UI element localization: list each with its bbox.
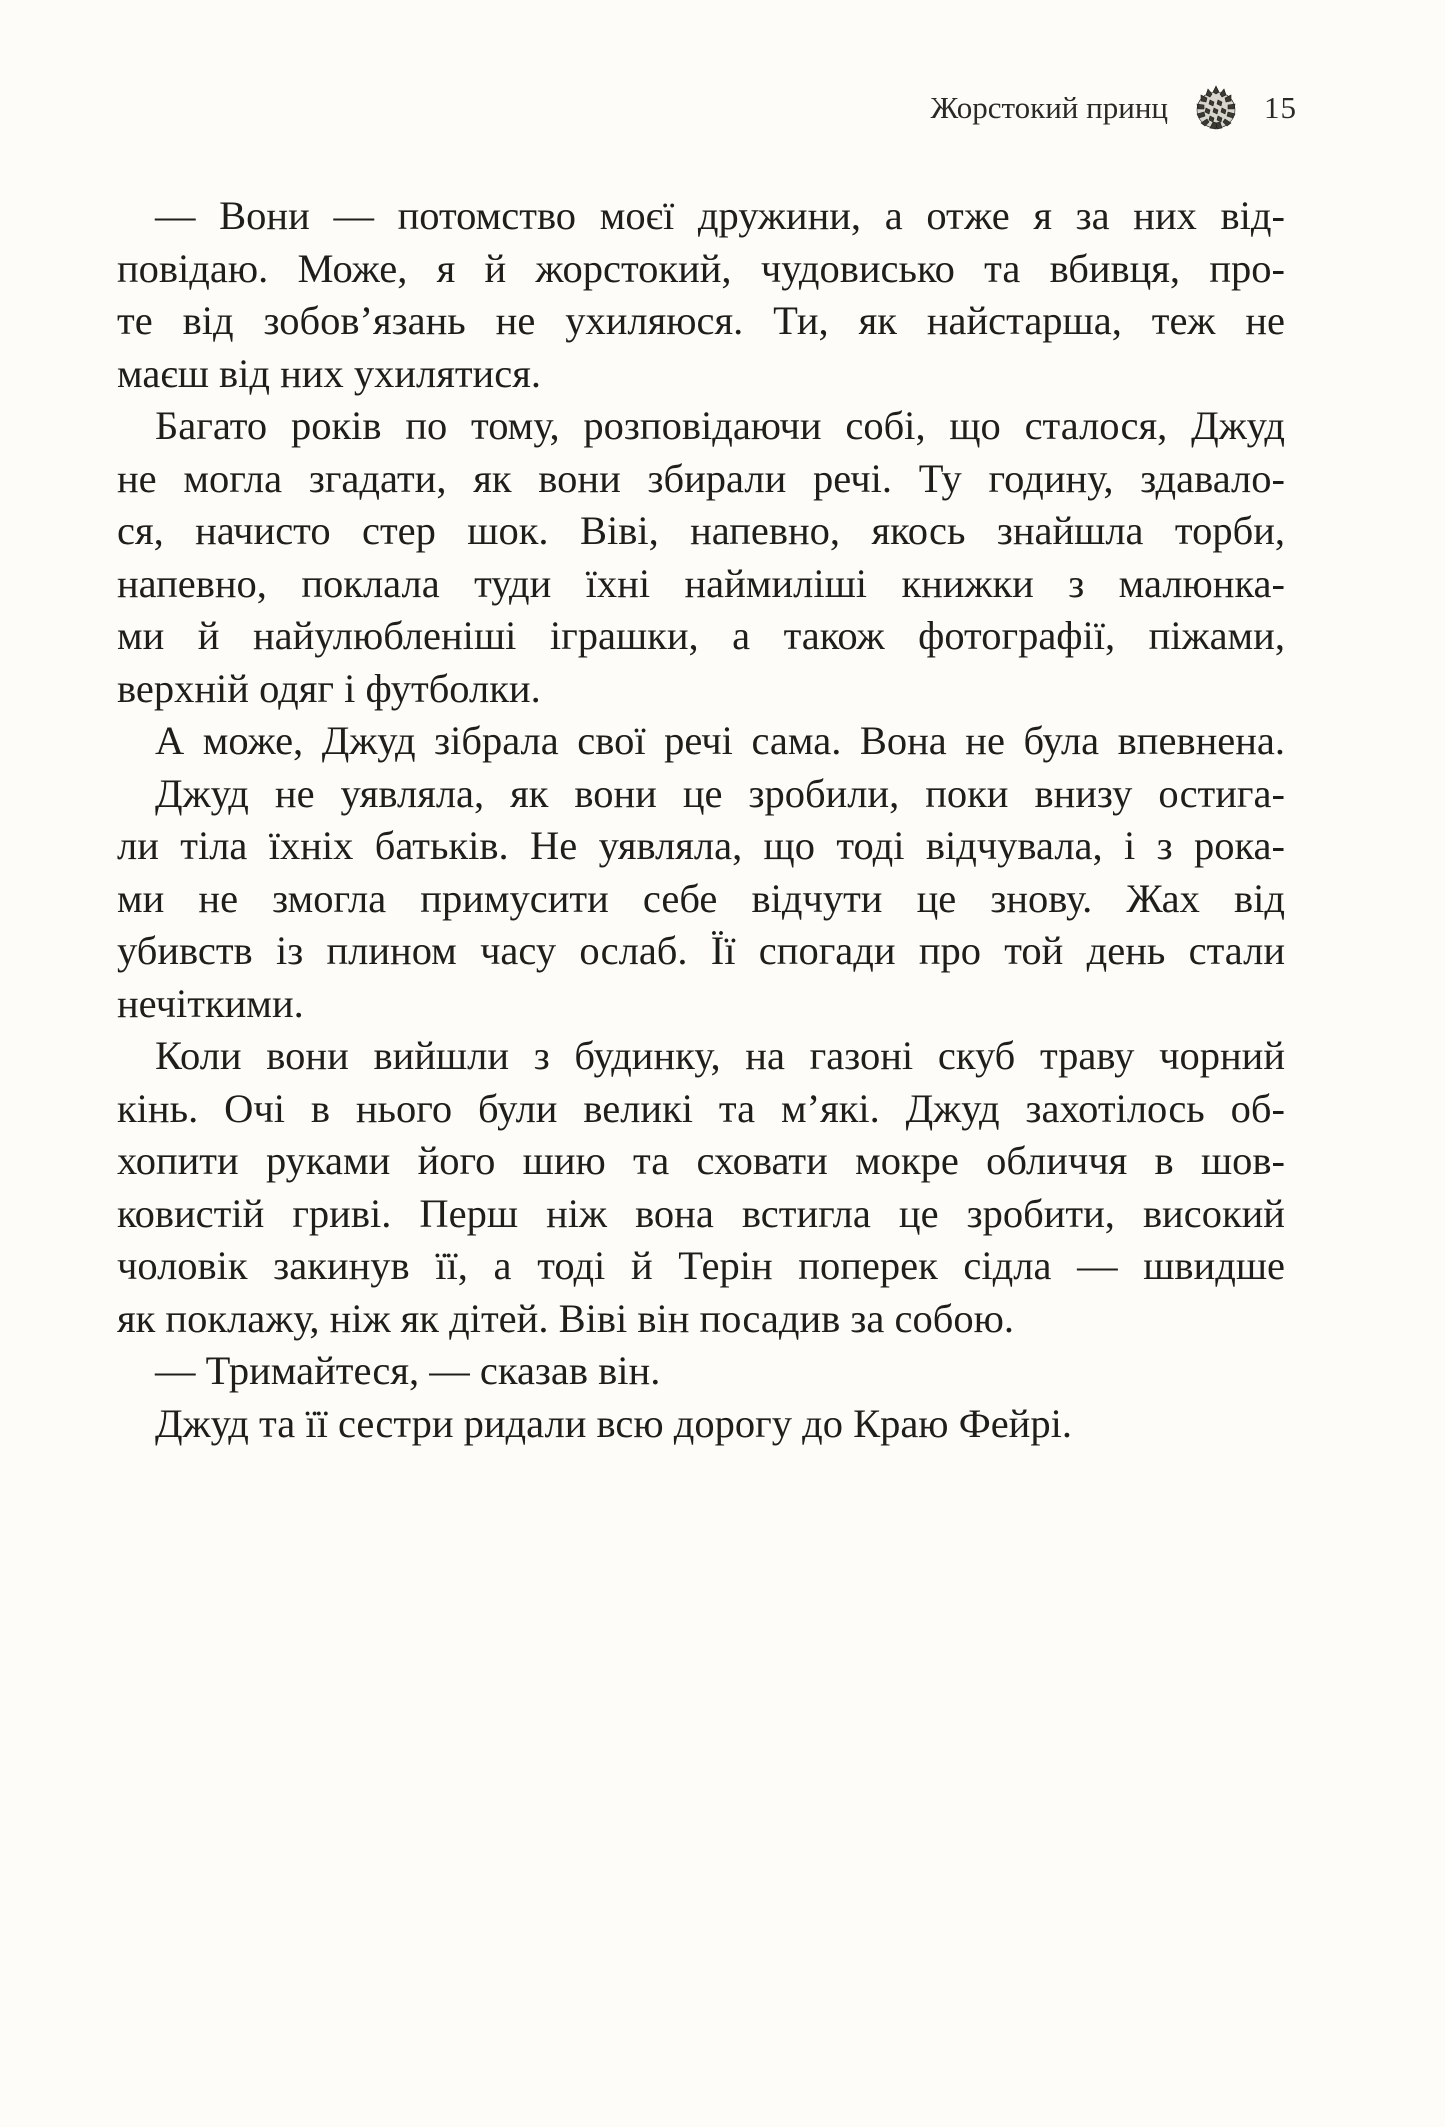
text-line: ми й найулюбленіші іграшки, а також фотографії, піжами,: [117, 613, 1285, 658]
book-title: Жорстокий принц: [930, 90, 1168, 125]
paragraph: [117, 400, 1285, 715]
text-line: кінь. Очі в нього були великі та м’які. Джуд захотілось об-: [117, 1085, 1285, 1131]
text-line: те від зобов’язань не ухиляюся. Ти, як найстарша, теж не: [117, 298, 1285, 343]
text-line: — Тримайтеся, — сказав він.: [155, 1348, 661, 1393]
text-line: маєш від них ухилятися.: [117, 350, 541, 396]
text-line: А може, Джуд зібрала свої речі сама. Вона не була впевнена.: [155, 718, 1285, 763]
text-line: ся, начисто стер шок. Віві, напевно, якось знайшла торби,: [117, 508, 1285, 553]
text-line: чоловік закинув її, а тоді й Терін поперек сідла — швидше: [117, 1243, 1285, 1288]
text-line: Коли вони вийшли з будинку, на газоні скуб траву чорний: [155, 1033, 1285, 1078]
running-head: [931, 80, 1297, 136]
paragraph: [117, 190, 1285, 400]
paragraph: [117, 1030, 1285, 1345]
text-line: Джуд не уявляла, як вони це зробили, поки внизу остига-: [155, 770, 1285, 816]
text-line: нечіткими.: [117, 980, 304, 1026]
page-number: 15: [1264, 90, 1297, 125]
paragraph: [117, 1398, 1285, 1451]
text-line: верхній одяг і футболки.: [117, 665, 541, 711]
text-line: хопити руками його шию та сховати мокре обличчя в шов-: [117, 1138, 1285, 1183]
pinecone-icon: [1188, 80, 1244, 136]
text-line: напевно, поклала туди їхні наймиліші книжки з малюнка-: [117, 560, 1285, 606]
text-line: ли тіла їхніх батьків. Не уявляла, що тоді відчувала, і з рока-: [117, 823, 1285, 868]
paragraph: [117, 1345, 1285, 1398]
paragraph: [117, 768, 1285, 1031]
text-line: як поклажу, ніж як дітей. Віві він посадив за собою.: [117, 1295, 1014, 1341]
text-line: не могла згадати, як вони збирали речі. Ту годину, здавало-: [117, 455, 1285, 501]
paragraph: [117, 715, 1285, 768]
text-line: убивств із плином часу ослаб. Її спогади про той день стали: [117, 928, 1285, 973]
text-line: Багато років по тому, розповідаючи собі, що сталося, Джуд: [155, 403, 1285, 448]
body-text: [117, 190, 1285, 1450]
text-line: — Вони — потомство моєї дружини, а отже я за них від-: [155, 193, 1285, 238]
text-line: ковистій гриві. Перш ніж вона встигла це зробити, високий: [117, 1190, 1285, 1236]
text-line: Джуд та її сестри ридали всю дорогу до Краю Фейрі.: [155, 1400, 1072, 1446]
text-line: ми не змогла примусити себе відчути це знову. Жах від: [117, 875, 1285, 921]
text-line: повідаю. Може, я й жорстокий, чудовисько та вбивця, про-: [117, 245, 1285, 291]
